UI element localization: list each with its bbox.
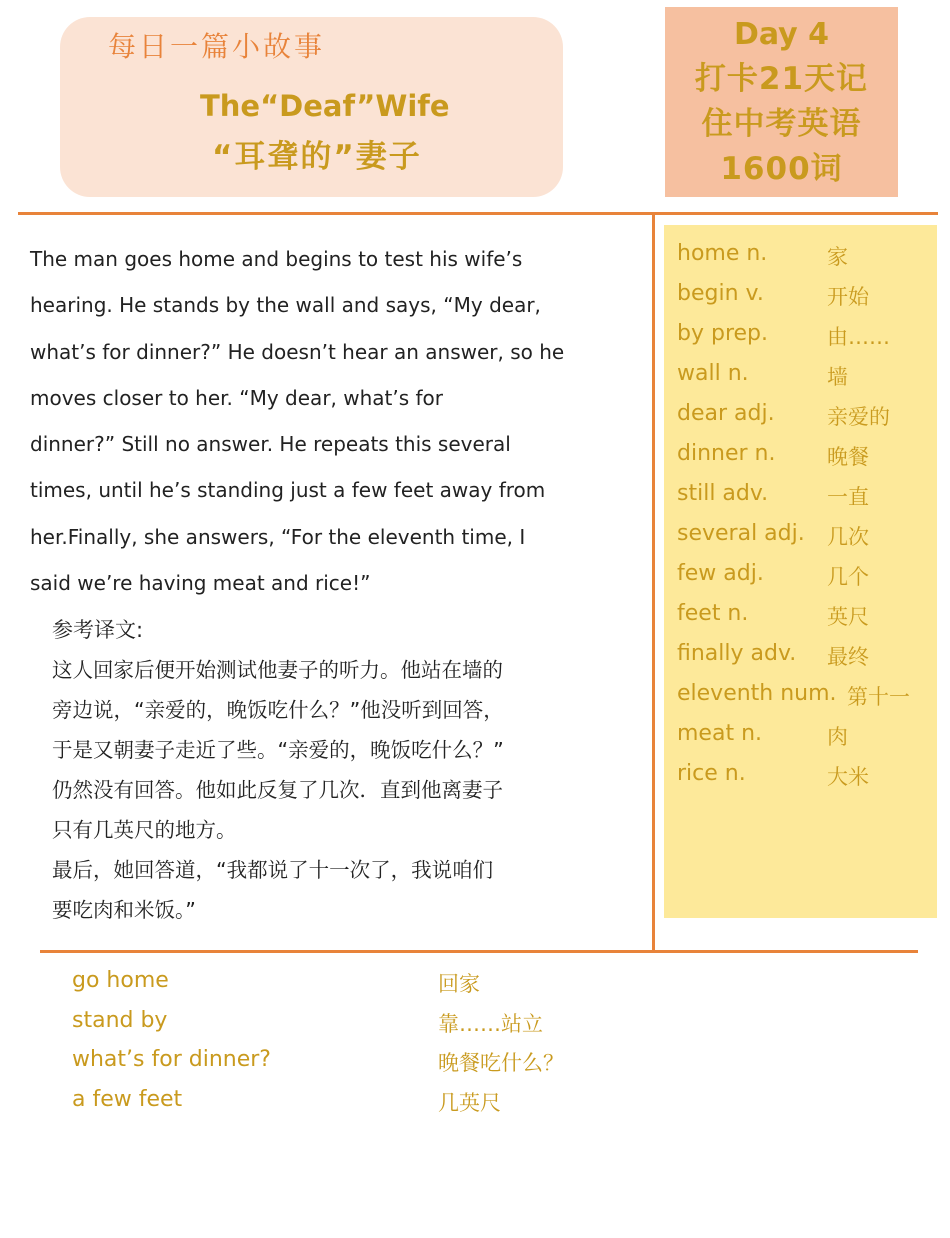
day-card-line-3: 1600词 — [720, 151, 843, 187]
phrase-item — [72, 1047, 632, 1083]
vocab-word: wall n. — [677, 361, 749, 386]
vocabulary-panel — [664, 225, 937, 918]
translation-line: 仍然没有回答。他如此反复了几次．直到他离妻子 — [52, 778, 503, 802]
vocab-item — [677, 721, 937, 757]
phrase-item — [72, 968, 632, 1004]
vocab-meaning: 开始 — [827, 285, 869, 309]
phrase-item — [72, 1087, 632, 1123]
story-line: moves closer to her. “My dear, what’s for — [30, 385, 444, 410]
vocab-item — [677, 521, 937, 557]
vocab-meaning: 几次 — [827, 525, 869, 549]
day-card — [665, 7, 898, 197]
vocab-item — [677, 321, 937, 357]
story-title-chinese: “耳聋的”妻子 — [212, 139, 422, 175]
bottom-divider — [40, 950, 918, 953]
vocab-meaning: 晚餐 — [827, 445, 869, 469]
phrase-meaning: 靠……站立 — [438, 1012, 543, 1036]
vocab-item — [677, 401, 937, 437]
vocab-word: dinner n. — [677, 441, 776, 466]
vocab-meaning: 英尺 — [827, 605, 869, 629]
vertical-divider — [652, 212, 655, 952]
story-line: The man goes home and begins to test his wife’s — [30, 247, 523, 271]
day-card-line-1: 打卡21天记 — [694, 61, 869, 97]
phrase-text: stand by — [72, 1008, 168, 1033]
vocab-item — [677, 281, 937, 317]
top-divider — [18, 212, 938, 215]
phrase-text: go home — [72, 968, 169, 993]
vocab-meaning: 亲爱的 — [827, 405, 890, 429]
phrase-text: a few feet — [72, 1087, 183, 1112]
translation-line: 旁边说，“亲爱的，晚饭吃什么？”他没听到回答， — [52, 698, 504, 722]
series-label: 每日一篇小故事 — [108, 30, 326, 63]
vocab-word: feet n. — [677, 601, 749, 626]
vocab-meaning: 大米 — [827, 765, 869, 789]
vocab-word: still adv. — [677, 481, 769, 506]
story-line: what’s for dinner?” He doesn’t hear an answer, so he — [30, 339, 565, 364]
vocab-meaning: 肉 — [827, 725, 848, 749]
vocab-meaning: 第十一 — [847, 685, 910, 709]
vocab-meaning: 家 — [827, 245, 848, 269]
vocab-meaning: 最终 — [827, 645, 869, 669]
phrase-meaning: 几英尺 — [438, 1091, 501, 1115]
title-card — [60, 17, 563, 197]
vocab-item — [677, 241, 937, 277]
day-card-line-2: 住中考英语 — [701, 106, 862, 142]
story-line: her.Finally, she answers, “For the eleventh time, I — [30, 524, 526, 549]
vocab-word: begin v. — [677, 281, 764, 306]
vocab-meaning: 几个 — [827, 565, 869, 589]
vocab-meaning: 墙 — [827, 365, 848, 389]
vocab-item — [677, 601, 937, 637]
story-chinese — [52, 650, 642, 930]
translation-line: 这人回家后便开始测试他妻子的听力。他站在墙的 — [52, 658, 503, 682]
vocab-word: rice n. — [677, 761, 746, 786]
phrase-text: what’s for dinner? — [72, 1047, 271, 1072]
story-line: times, until he’s standing just a few feet away from — [30, 478, 546, 503]
vocab-word: by prep. — [677, 321, 768, 346]
vocab-word: meat n. — [677, 721, 763, 746]
vocab-item — [677, 481, 937, 517]
translation-line: 于是又朝妻子走近了些。“亲爱的，晚饭吃什么？” — [52, 738, 504, 762]
vocab-item — [677, 361, 937, 397]
vocab-word: several adj. — [677, 521, 805, 546]
vocab-item — [677, 441, 937, 477]
story-line: said we’re having meat and rice!” — [30, 571, 371, 596]
translation-label: 参考译文: — [52, 618, 144, 642]
story-english — [30, 236, 630, 606]
translation-line: 只有几英尺的地方。 — [52, 818, 237, 842]
phrase-item — [72, 1008, 632, 1044]
phrase-meaning: 晚餐吃什么？ — [438, 1051, 564, 1075]
vocab-meaning: 一直 — [827, 485, 869, 509]
story-title-english: The“Deaf”Wife — [200, 89, 450, 123]
vocab-item — [677, 761, 937, 797]
vocab-meaning: 由…… — [827, 325, 890, 349]
phrase-meaning: 回家 — [438, 972, 480, 996]
vocab-word: home n. — [677, 241, 768, 266]
vocab-word: eleventh num. — [677, 681, 837, 706]
story-line: dinner?” Still no answer. He repeats this several — [30, 432, 511, 457]
vocab-word: dear adj. — [677, 401, 775, 426]
vocab-word: few adj. — [677, 561, 764, 586]
vocab-item — [677, 681, 937, 717]
day-label: Day 4 — [733, 17, 830, 52]
translation-line: 要吃肉和米饭。” — [52, 898, 196, 922]
vocab-item — [677, 641, 937, 677]
vocab-word: finally adv. — [677, 641, 797, 666]
translation-line: 最后，她回答道，“我都说了十一次了，我说咱们 — [52, 858, 494, 882]
vocab-item — [677, 561, 937, 597]
story-line: hearing. He stands by the wall and says, “My dear, — [30, 293, 541, 318]
